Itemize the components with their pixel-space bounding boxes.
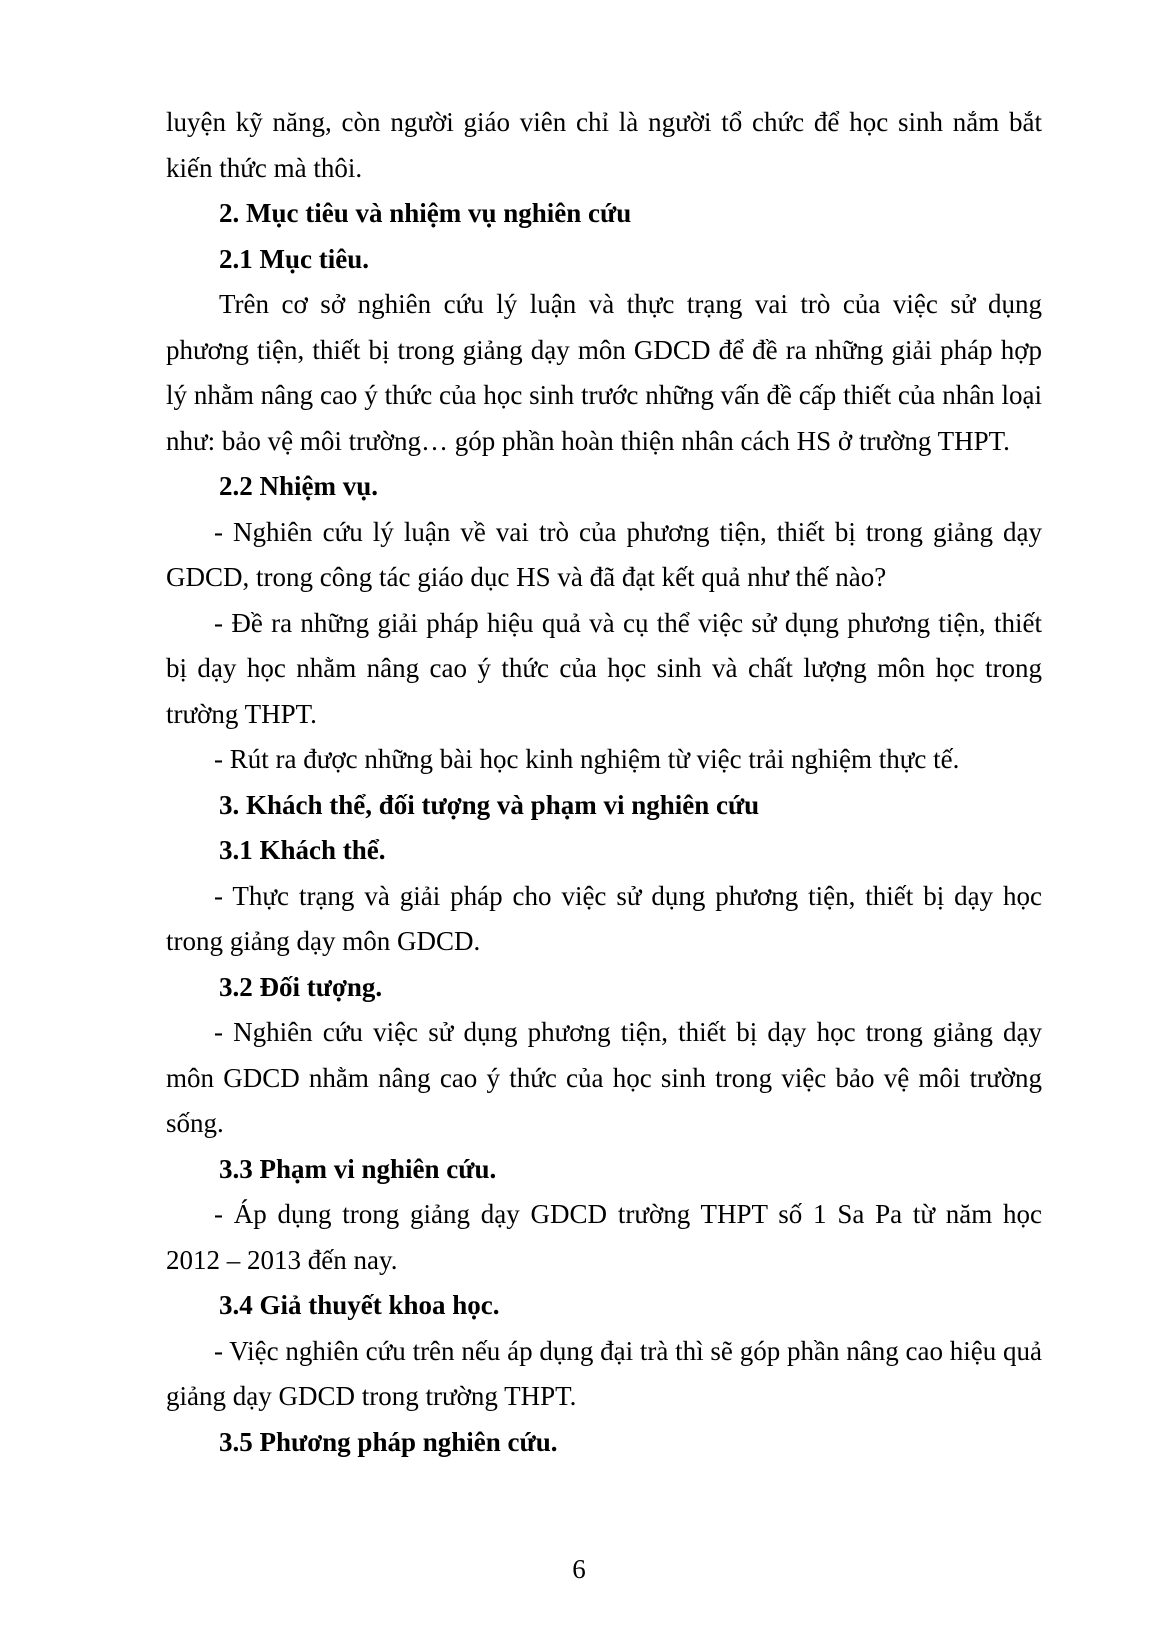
heading-3-5-methods: 3.5 Phương pháp nghiên cứu. [219, 1426, 558, 1457]
paragraph-intro-continuation: luyện kỹ năng, còn người giáo viên chỉ là người tổ chức để học sinh nắm bắt kiến thức mà thôi. [166, 107, 1042, 183]
paragraph-objective: Trên cơ sở nghiên cứu lý luận và thực trạng vai trò của việc sử dụng phương tiện, thiết bị trong giảng dạy môn GDCD để đề ra những giải pháp hợp lý nhằm nâng cao ý thức của học sinh trước những vấn đề cấp thiết của nhân loại như: bảo vệ môi trường… góp phần hoàn thiện nhân cách HS ở trường THPT. [166, 289, 1042, 456]
task-item-2: - Đề ra những giải pháp hiệu quả và cụ thể việc sử dụng phương tiện, thiết bị dạy học nhằm nâng cao ý thức của học sinh và chất lượng môn học trong trường THPT. [166, 607, 1042, 729]
heading-2-1-objective: 2.1 Mục tiêu. [219, 243, 369, 274]
heading-3-3-scope: 3.3 Phạm vi nghiên cứu. [219, 1153, 497, 1184]
page-content [166, 100, 1042, 1465]
object-item: - Nghiên cứu việc sử dụng phương tiện, thiết bị dạy học trong giảng dạy môn GDCD nhằm nâng cao ý thức của học sinh trong việc bảo vệ môi trường sống. [166, 1017, 1042, 1138]
task-item-1: - Nghiên cứu lý luận về vai trò của phương tiện, thiết bị trong giảng dạy GDCD, trong công tác giáo dục HS và đã đạt kết quả như thế nào? [166, 516, 1042, 592]
heading-3-4-hypothesis: 3.4 Giả thuyết khoa học. [219, 1290, 500, 1320]
heading-section-2: 2. Mục tiêu và nhiệm vụ nghiên cứu [219, 198, 632, 228]
heading-2-2-tasks: 2.2 Nhiệm vụ. [219, 471, 379, 501]
heading-3-2-object: 3.2 Đối tượng. [219, 971, 383, 1002]
page-number: 6 [572, 1554, 586, 1584]
scope-item: - Áp dụng trong giảng dạy GDCD trường THPT số 1 Sa Pa từ năm học 2012 – 2013 đến nay. [166, 1199, 1042, 1275]
task-item-3: - Rút ra được những bài học kinh nghiệm từ việc trải nghiệm thực tế. [214, 744, 960, 774]
subject-item: - Thực trạng và giải pháp cho việc sử dụng phương tiện, thiết bị dạy học trong giảng dạy môn GDCD. [166, 880, 1042, 956]
heading-3-1-subject: 3.1 Khách thể. [219, 835, 386, 865]
hypothesis-item: - Việc nghiên cứu trên nếu áp dụng đại trà thì sẽ góp phần nâng cao hiệu quả giảng dạy GDCD trong trường THPT. [166, 1335, 1042, 1411]
heading-section-3: 3. Khách thể, đối tượng và phạm vi nghiên cứu [219, 789, 760, 820]
